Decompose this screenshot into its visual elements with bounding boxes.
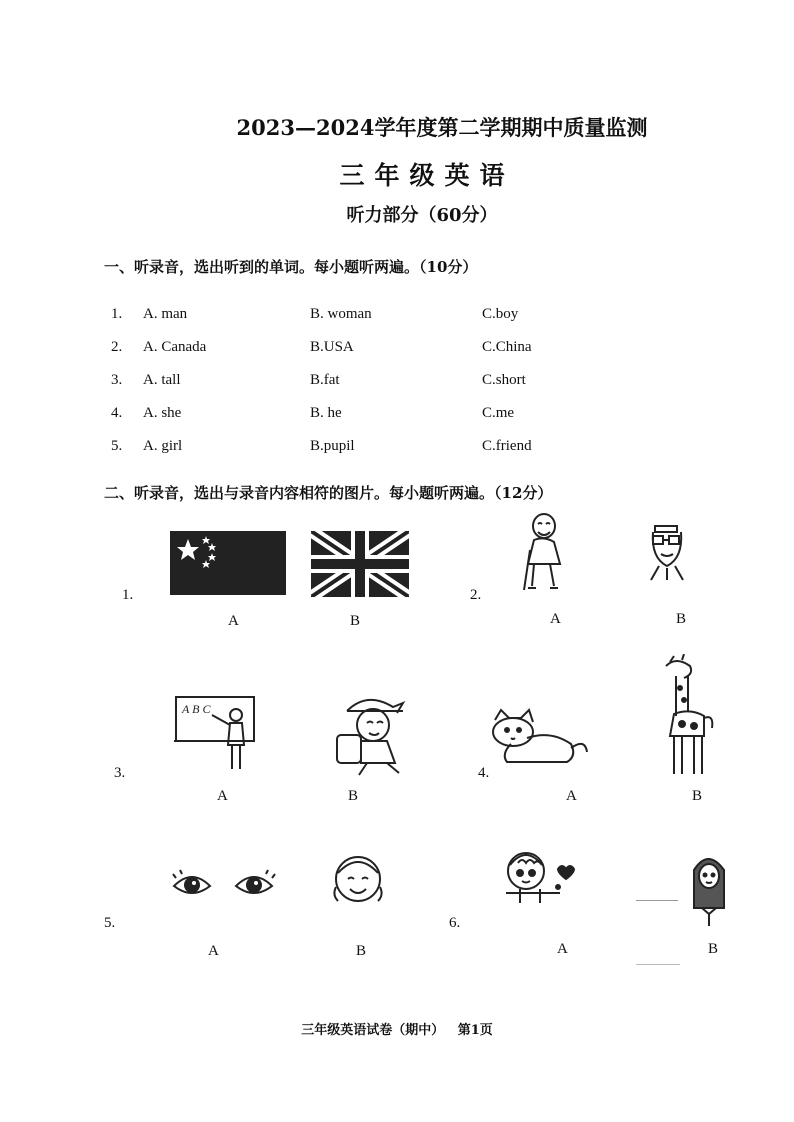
s1-q2-option-a: A. Canada — [143, 339, 207, 355]
divider-line — [636, 900, 678, 901]
s1-q1-num: 1. — [111, 306, 123, 322]
teacher-at-blackboard-picture — [174, 693, 258, 777]
s1-q5-option-a: A. girl — [143, 438, 183, 454]
child-with-heart-picture — [500, 847, 584, 911]
s2-q3-num: 3. — [114, 765, 126, 781]
exam-part: 听力部分（60分） — [346, 205, 498, 226]
s1-q4-option-b: B. he — [310, 405, 342, 421]
cat-picture — [487, 708, 591, 774]
china-flag-picture — [170, 531, 286, 595]
s1-q2-option-b: B.USA — [310, 339, 354, 355]
s1-q5-num: 5. — [111, 438, 123, 454]
s2-q3-label-a: A — [217, 788, 228, 804]
s1-q3-num: 3. — [111, 372, 123, 388]
s1-q5-option-c: C.friend — [482, 438, 532, 454]
s2-q2-label-a: A — [550, 611, 561, 627]
s2-q4-label-b: B — [692, 788, 703, 804]
old-man-picture — [516, 510, 576, 596]
section1-heading: 一、听录音，选出听到的单词。每小题听两遍。（10分） — [104, 258, 478, 276]
page-footer: 三年级英语试卷（期中） 第1页 — [301, 1023, 493, 1038]
s2-q6-label-b: B — [708, 941, 719, 957]
s1-q1-option-b: B. woman — [310, 306, 372, 322]
s1-q3-option-a: A. tall — [143, 372, 181, 388]
s1-q2-num: 2. — [111, 339, 123, 355]
s2-q3-label-b: B — [348, 788, 359, 804]
s2-q1-label-b: B — [350, 613, 361, 629]
uk-flag-picture — [311, 531, 409, 597]
s2-q5-num: 5. — [104, 915, 116, 931]
s1-q4-num: 4. — [111, 405, 123, 421]
girl-face-picture — [330, 851, 386, 909]
s2-q5-label-b: B — [356, 943, 367, 959]
exam-title: 2023—2024学年度第二学期期中质量监测 — [236, 115, 648, 140]
s2-q5-label-a: A — [208, 943, 219, 959]
s1-q3-option-b: B.fat — [310, 372, 340, 388]
s2-q2-num: 2. — [470, 587, 482, 603]
s2-q6-label-a: A — [557, 941, 568, 957]
blackboard-text: A B C — [182, 702, 211, 716]
exam-subject: 三年级英语 — [339, 161, 515, 190]
section2-heading: 二、听录音，选出与录音内容相符的图片。每小题听两遍。（12分） — [104, 484, 553, 502]
s2-q1-label-a: A — [228, 613, 239, 629]
s2-q4-label-a: A — [566, 788, 577, 804]
man-with-glasses-picture — [645, 516, 691, 582]
divider-line — [636, 964, 680, 965]
s2-q1-num: 1. — [122, 587, 134, 603]
s2-q2-label-b: B — [676, 611, 687, 627]
s1-q1-option-a: A. man — [143, 306, 188, 322]
s2-q4-num: 4. — [478, 765, 490, 781]
s2-q6-num: 6. — [449, 915, 461, 931]
s1-q4-option-c: C.me — [482, 405, 515, 421]
student-with-backpack-picture — [327, 691, 419, 777]
s1-q2-option-c: C.China — [482, 339, 532, 355]
s1-q1-option-c: C.boy — [482, 306, 519, 322]
s1-q3-option-c: C.short — [482, 372, 526, 388]
s1-q4-option-a: A. she — [143, 405, 182, 421]
eyes-picture — [170, 868, 278, 904]
s1-q5-option-b: B.pupil — [310, 438, 355, 454]
giraffe-picture — [660, 654, 716, 776]
long-hair-girl-picture — [688, 850, 730, 928]
